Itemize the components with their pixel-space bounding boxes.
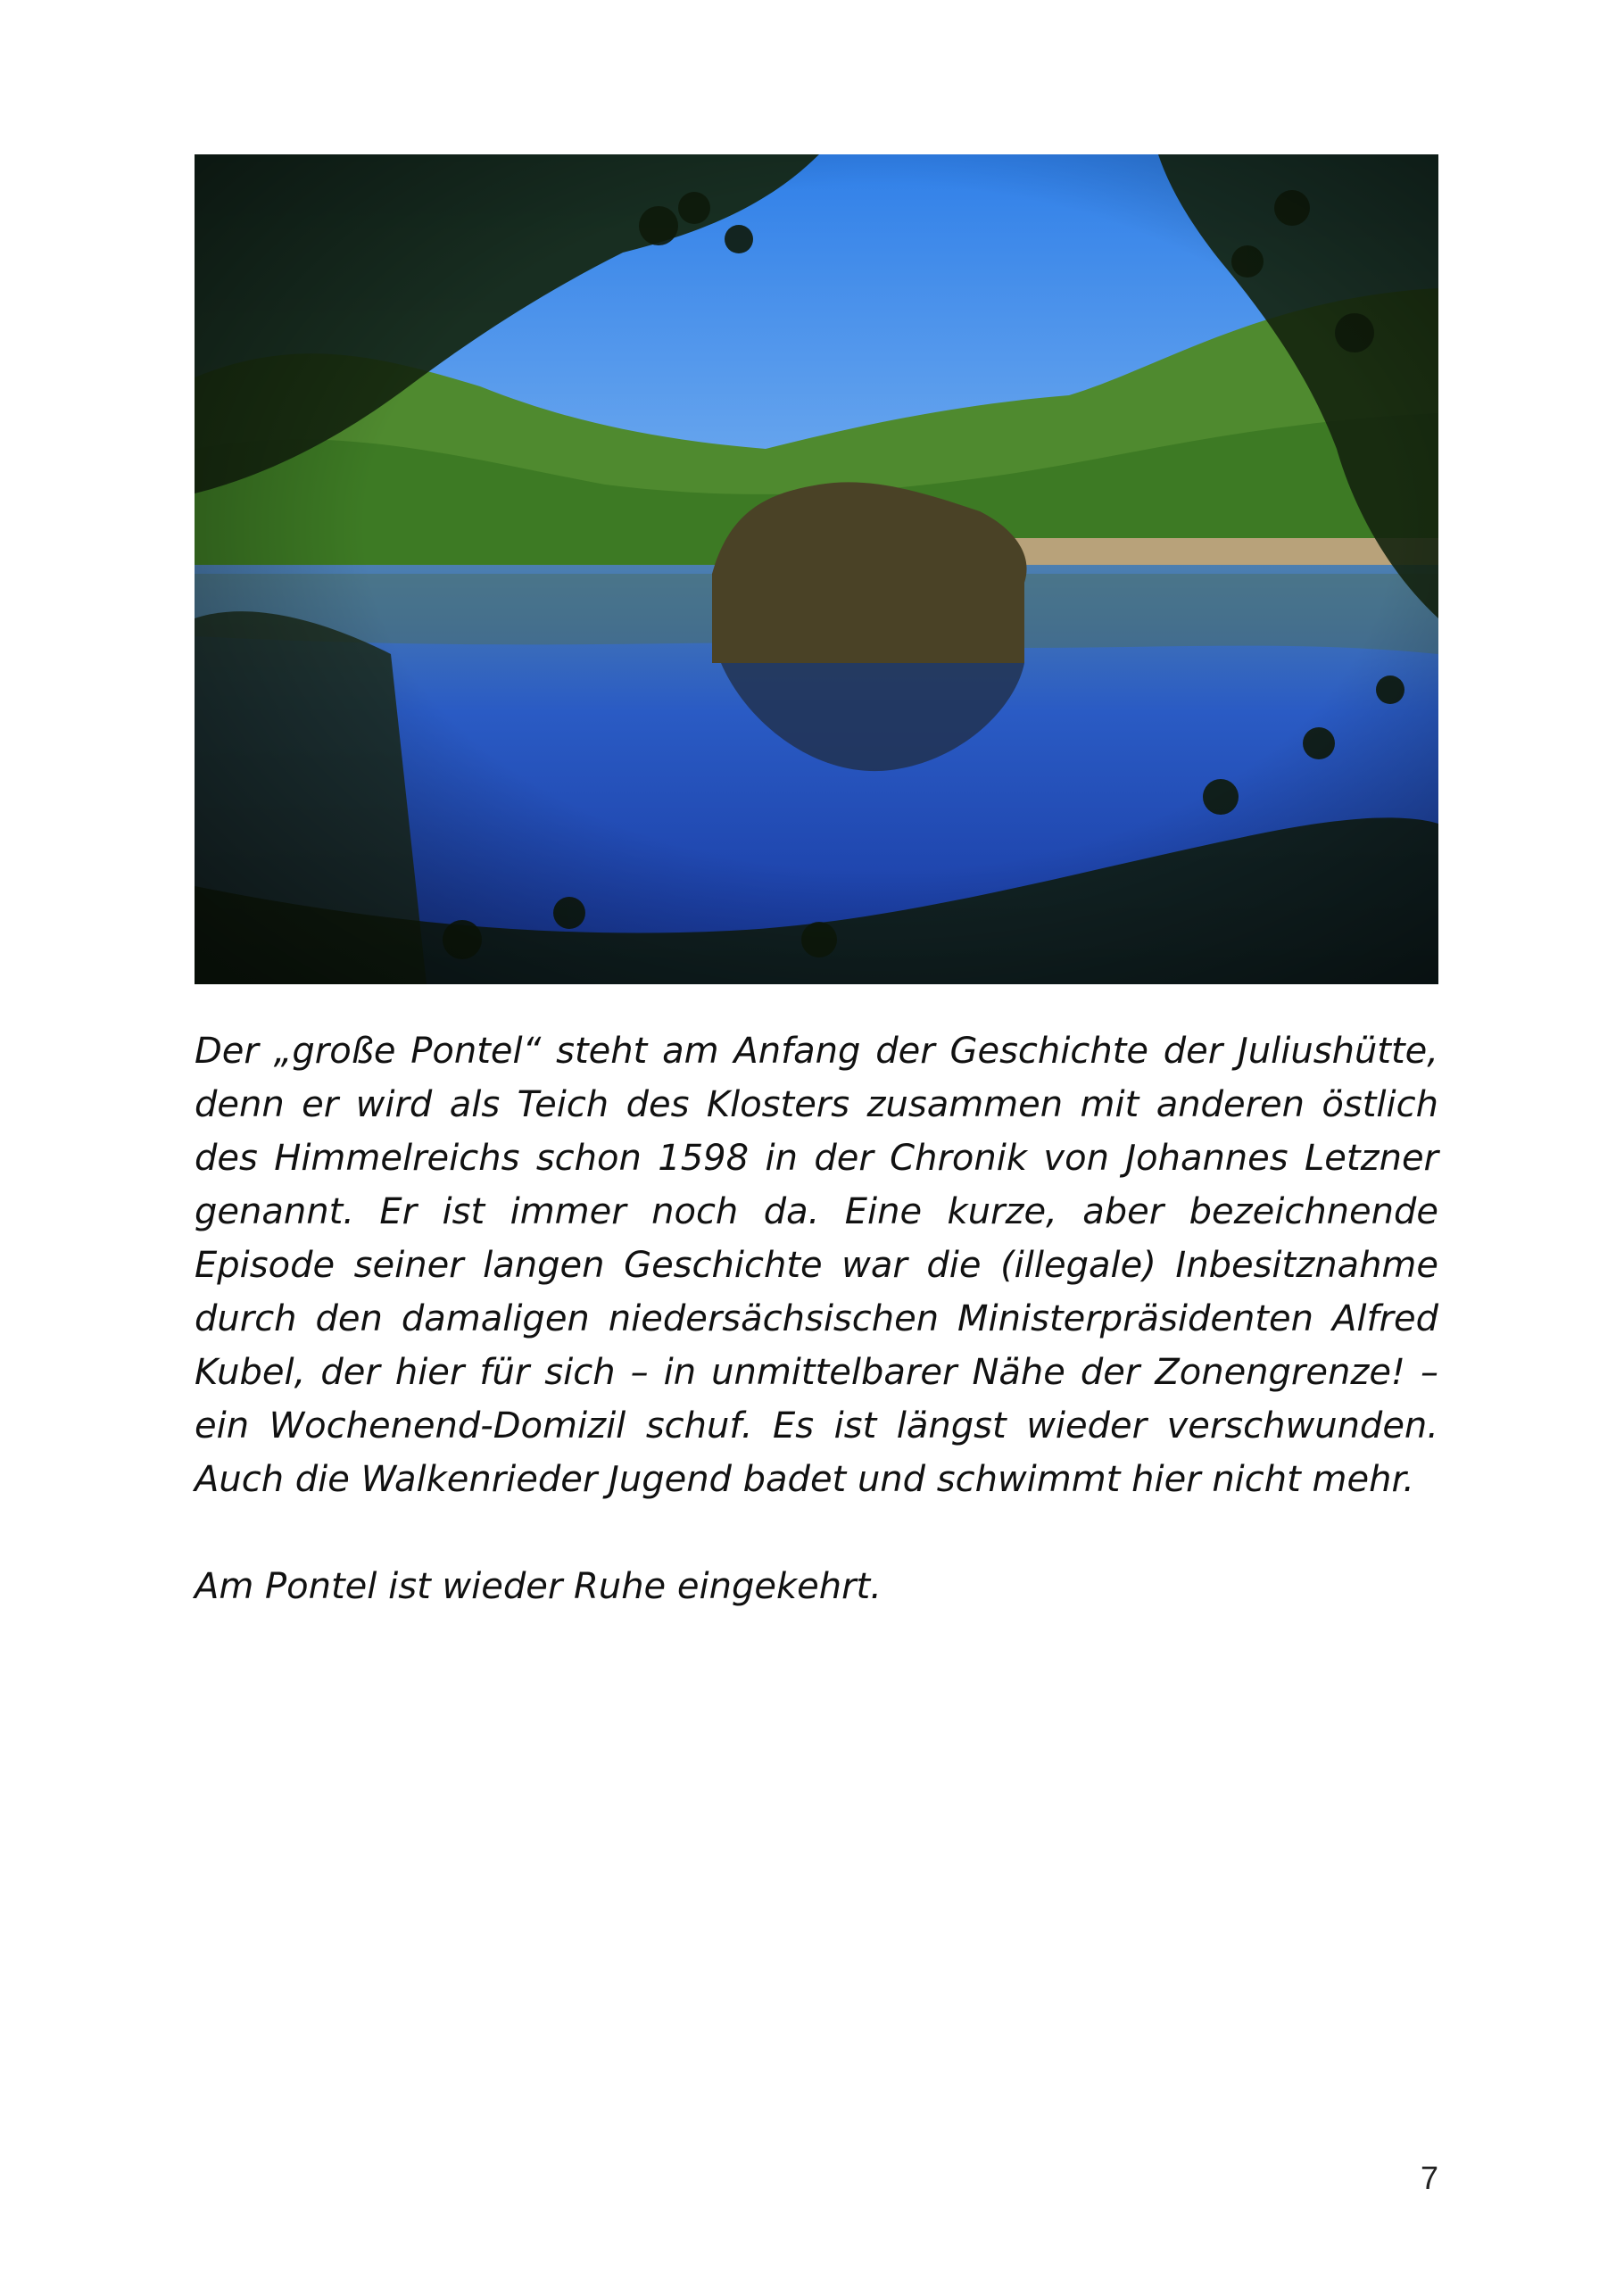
pond-photo-illustration bbox=[195, 154, 1438, 984]
page-number: 7 bbox=[1420, 2159, 1438, 2196]
body-paragraph: Der „große Pontel“ steht am Anfang der Geschichte der Juliushütte, denn er wird als Teich des Klosters zusammen mit anderen östlich des Himmelreichs schon 1598 in der Chronik von Johannes Letzner genannt. Er ist immer noch da. Eine kurze, aber bezeichnende Episode seiner langen Geschichte war die (illegale) Inbesitznahme durch den damaligen niedersächsischen Ministerpräsidenten Alfred Kubel, der hier für sich – in unmittelbarer Nähe der Zonengrenze! – ein Wochenend-Domizil schuf. Es ist längst wieder verschwunden. Auch die Walkenrieder Jugend badet und schwimmt hier nicht mehr. bbox=[195, 1031, 1438, 1500]
closing-sentence: Am Pontel ist wieder Ruhe eingekehrt. bbox=[195, 1566, 882, 1607]
pond-photo bbox=[195, 154, 1438, 984]
